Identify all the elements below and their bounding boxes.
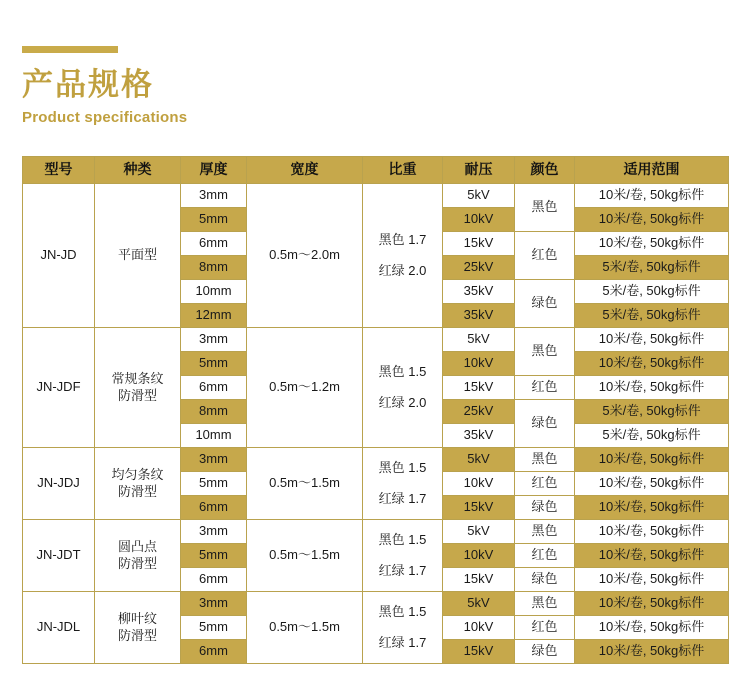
cell-scope: 10米/卷, 50kg标件 xyxy=(575,520,729,544)
cell-thickness: 6mm xyxy=(181,640,247,664)
cell-ratio-black: 黑色 1.7 xyxy=(378,232,427,248)
cell-scope: 5米/卷, 50kg标件 xyxy=(575,304,729,328)
column-header-thickness: 厚度 xyxy=(181,157,247,184)
cell-kind-line1: 均匀条纹 xyxy=(111,467,164,483)
cell-scope: 10米/卷, 50kg标件 xyxy=(575,352,729,376)
cell-thickness: 6mm xyxy=(181,496,247,520)
cell-scope: 10米/卷, 50kg标件 xyxy=(575,208,729,232)
column-header-ratio: 比重 xyxy=(363,157,443,184)
cell-thickness: 5mm xyxy=(181,544,247,568)
cell-color: 黑色 xyxy=(515,184,575,232)
cell-color: 黑色 xyxy=(515,448,575,472)
cell-kind xyxy=(95,328,181,448)
cell-thickness: 6mm xyxy=(181,376,247,400)
cell-voltage: 10kV xyxy=(443,616,515,640)
cell-kind: 平面型 xyxy=(95,184,181,328)
table-row xyxy=(23,520,729,544)
cell-color: 绿色 xyxy=(515,400,575,448)
cell-width: 0.5m～1.2m xyxy=(247,328,363,448)
cell-width: 0.5m～2.0m xyxy=(247,184,363,328)
cell-scope: 10米/卷, 50kg标件 xyxy=(575,496,729,520)
column-header-model: 型号 xyxy=(23,157,95,184)
cell-voltage: 5kV xyxy=(443,184,515,208)
cell-scope: 10米/卷, 50kg标件 xyxy=(575,232,729,256)
table-row xyxy=(23,592,729,616)
cell-width: 0.5m～1.5m xyxy=(247,448,363,520)
cell-thickness: 12mm xyxy=(181,304,247,328)
cell-voltage: 35kV xyxy=(443,424,515,448)
cell-voltage: 5kV xyxy=(443,328,515,352)
cell-voltage: 15kV xyxy=(443,568,515,592)
cell-ratio xyxy=(363,184,443,328)
cell-color: 绿色 xyxy=(515,640,575,664)
cell-ratio-black: 黑色 1.5 xyxy=(378,604,427,620)
cell-thickness: 8mm xyxy=(181,400,247,424)
cell-color: 绿色 xyxy=(515,568,575,592)
specifications-table-container xyxy=(22,156,728,664)
cell-width: 0.5m～1.5m xyxy=(247,592,363,664)
cell-model: JN-JDF xyxy=(23,328,95,448)
cell-color: 绿色 xyxy=(515,496,575,520)
cell-voltage: 5kV xyxy=(443,520,515,544)
cell-voltage: 15kV xyxy=(443,376,515,400)
cell-scope: 10米/卷, 50kg标件 xyxy=(575,544,729,568)
cell-kind-line1: 圆凸点 xyxy=(117,539,157,555)
cell-model: JN-JDT xyxy=(23,520,95,592)
cell-voltage: 5kV xyxy=(443,592,515,616)
cell-scope: 10米/卷, 50kg标件 xyxy=(575,616,729,640)
cell-thickness: 6mm xyxy=(181,568,247,592)
cell-scope: 5米/卷, 50kg标件 xyxy=(575,400,729,424)
cell-ratio xyxy=(363,448,443,520)
specifications-table xyxy=(22,156,729,664)
cell-color: 绿色 xyxy=(515,280,575,328)
cell-thickness: 3mm xyxy=(181,520,247,544)
cell-scope: 10米/卷, 50kg标件 xyxy=(575,568,729,592)
cell-ratio-black: 黑色 1.5 xyxy=(378,532,427,548)
table-row xyxy=(23,448,729,472)
cell-thickness: 5mm xyxy=(181,472,247,496)
cell-ratio-color: 红绿 1.7 xyxy=(378,634,427,650)
cell-kind-line1: 柳叶纹 xyxy=(117,611,157,627)
cell-scope: 10米/卷, 50kg标件 xyxy=(575,448,729,472)
cell-thickness: 10mm xyxy=(181,424,247,448)
cell-ratio xyxy=(363,328,443,448)
cell-voltage: 35kV xyxy=(443,280,515,304)
cell-ratio-color: 红绿 1.7 xyxy=(378,562,427,578)
column-header-scope: 适用范围 xyxy=(575,157,729,184)
cell-thickness: 5mm xyxy=(181,616,247,640)
cell-thickness: 3mm xyxy=(181,448,247,472)
cell-color: 红色 xyxy=(515,232,575,280)
cell-color: 黑色 xyxy=(515,592,575,616)
cell-ratio-color: 红绿 2.0 xyxy=(378,394,427,410)
cell-color: 红色 xyxy=(515,472,575,496)
cell-thickness: 3mm xyxy=(181,184,247,208)
cell-scope: 5米/卷, 50kg标件 xyxy=(575,256,729,280)
cell-voltage: 5kV xyxy=(443,448,515,472)
cell-scope: 10米/卷, 50kg标件 xyxy=(575,328,729,352)
cell-model: JN-JDL xyxy=(23,592,95,664)
cell-scope: 5米/卷, 50kg标件 xyxy=(575,280,729,304)
table-row xyxy=(23,184,729,208)
cell-kind-line2: 防滑型 xyxy=(117,555,157,571)
cell-ratio xyxy=(363,592,443,664)
cell-voltage: 10kV xyxy=(443,208,515,232)
column-header-color: 颜色 xyxy=(515,157,575,184)
page-heading xyxy=(22,46,422,126)
cell-kind xyxy=(95,448,181,520)
cell-scope: 10米/卷, 50kg标件 xyxy=(575,640,729,664)
cell-thickness: 3mm xyxy=(181,328,247,352)
cell-voltage: 10kV xyxy=(443,544,515,568)
table-header xyxy=(23,157,729,184)
cell-model: JN-JD xyxy=(23,184,95,328)
cell-voltage: 10kV xyxy=(443,352,515,376)
cell-thickness: 8mm xyxy=(181,256,247,280)
cell-color: 红色 xyxy=(515,376,575,400)
cell-voltage: 10kV xyxy=(443,472,515,496)
heading-accent-bar xyxy=(22,46,118,53)
page-title: 产品规格 xyxy=(22,67,154,102)
cell-thickness: 10mm xyxy=(181,280,247,304)
cell-kind-line2: 防滑型 xyxy=(117,483,157,499)
cell-width: 0.5m～1.5m xyxy=(247,520,363,592)
cell-ratio-color: 红绿 1.7 xyxy=(378,490,427,506)
cell-kind-line2: 防滑型 xyxy=(117,627,157,643)
cell-voltage: 35kV xyxy=(443,304,515,328)
cell-voltage: 15kV xyxy=(443,232,515,256)
cell-color: 黑色 xyxy=(515,520,575,544)
cell-color: 红色 xyxy=(515,544,575,568)
column-header-kind: 种类 xyxy=(95,157,181,184)
cell-color: 黑色 xyxy=(515,328,575,376)
cell-color: 红色 xyxy=(515,616,575,640)
cell-scope: 5米/卷, 50kg标件 xyxy=(575,424,729,448)
cell-kind xyxy=(95,520,181,592)
column-header-width: 宽度 xyxy=(247,157,363,184)
cell-thickness: 5mm xyxy=(181,352,247,376)
cell-kind xyxy=(95,592,181,664)
table-header-row xyxy=(23,157,729,184)
column-header-voltage: 耐压 xyxy=(443,157,515,184)
cell-ratio-black: 黑色 1.5 xyxy=(378,364,427,380)
cell-ratio xyxy=(363,520,443,592)
cell-scope: 10米/卷, 50kg标件 xyxy=(575,472,729,496)
cell-ratio-color: 红绿 2.0 xyxy=(378,262,427,278)
cell-voltage: 15kV xyxy=(443,640,515,664)
cell-thickness: 5mm xyxy=(181,208,247,232)
cell-kind-line2: 防滑型 xyxy=(117,387,157,403)
table-body xyxy=(23,184,729,664)
table-row xyxy=(23,328,729,352)
cell-thickness: 3mm xyxy=(181,592,247,616)
cell-kind-line1: 常规条纹 xyxy=(111,371,164,387)
cell-ratio-black: 黑色 1.5 xyxy=(378,460,427,476)
cell-voltage: 25kV xyxy=(443,256,515,280)
cell-thickness: 6mm xyxy=(181,232,247,256)
cell-scope: 10米/卷, 50kg标件 xyxy=(575,592,729,616)
cell-scope: 10米/卷, 50kg标件 xyxy=(575,376,729,400)
page-subtitle: Product specifications xyxy=(22,108,188,126)
cell-scope: 10米/卷, 50kg标件 xyxy=(575,184,729,208)
cell-voltage: 25kV xyxy=(443,400,515,424)
cell-model: JN-JDJ xyxy=(23,448,95,520)
cell-voltage: 15kV xyxy=(443,496,515,520)
